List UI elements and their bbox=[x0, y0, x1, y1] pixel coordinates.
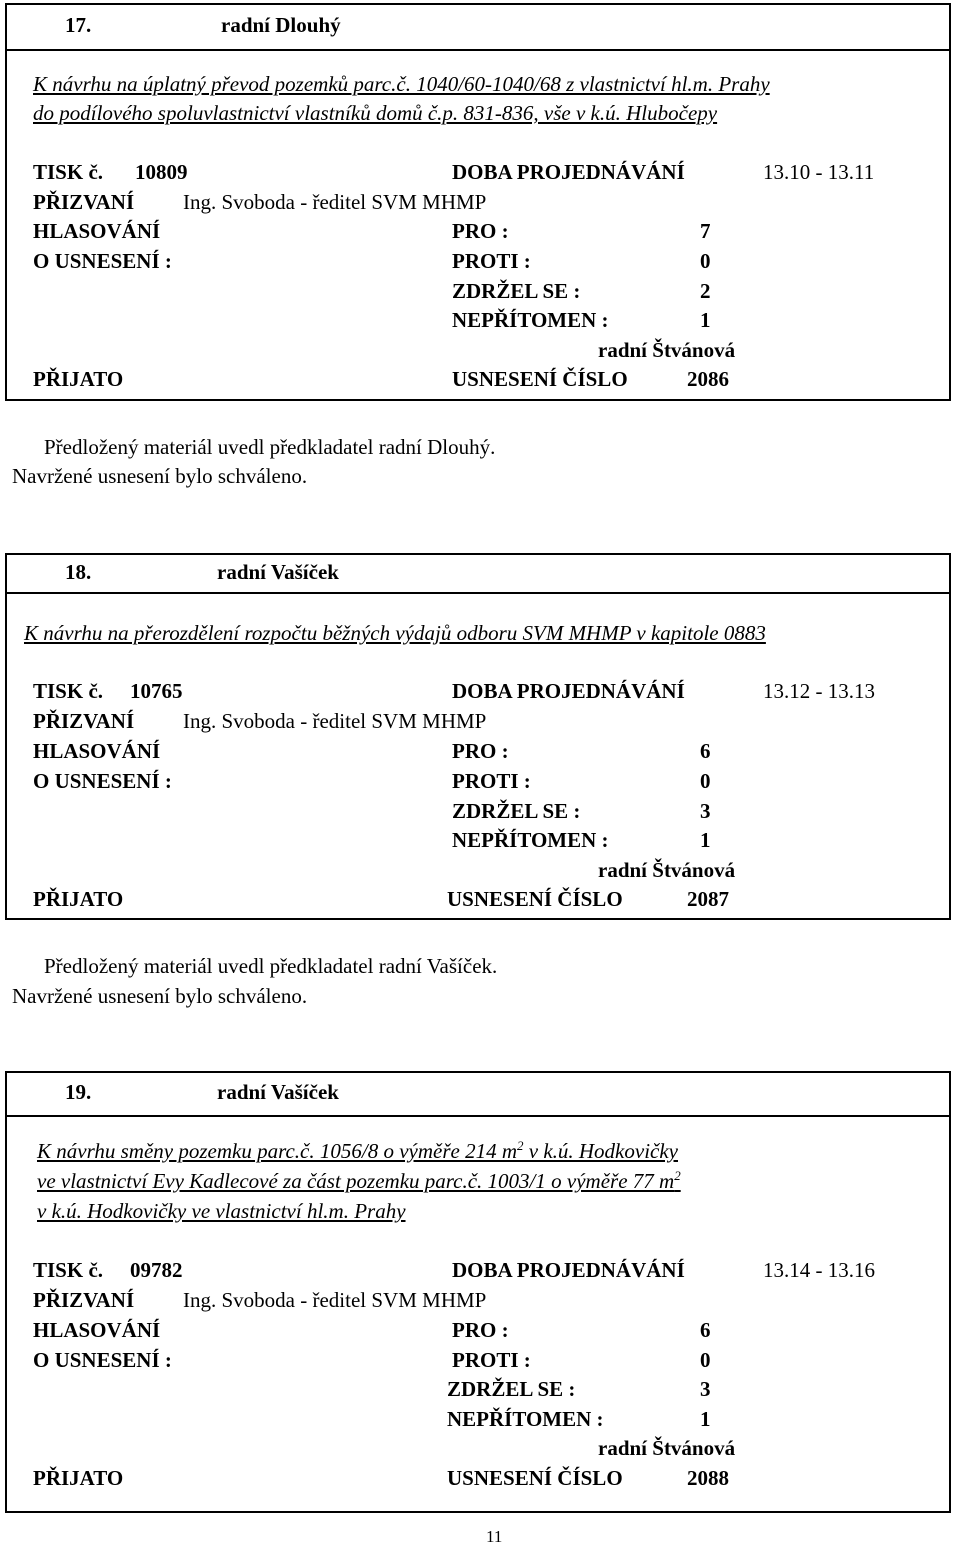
doba-label: DOBA PROJEDNÁVÁNÍ bbox=[452, 160, 685, 184]
absent-member: radní Štvánová bbox=[598, 338, 736, 362]
tisk-number: 10809 bbox=[135, 160, 188, 184]
prizvani-label: PŘIZVANÍ bbox=[33, 1288, 135, 1312]
usneseni-label: USNESENÍ ČÍSLO bbox=[452, 367, 628, 391]
doba-label: DOBA PROJEDNÁVÁNÍ bbox=[452, 679, 685, 703]
item-presenter: radní Dlouhý bbox=[221, 13, 341, 37]
zdrzel-count: 3 bbox=[700, 1377, 711, 1401]
zdrzel-count: 2 bbox=[700, 279, 711, 303]
note-presenter: Předložený materiál uvedl předkladatel radní Dlouhý. bbox=[44, 435, 496, 459]
subject-line: do podílového spoluvlastnictví vlastníků domů č.p. 831-836, vše v k.ú. Hlubočepy bbox=[33, 101, 718, 125]
proti-label: PROTI : bbox=[452, 769, 531, 793]
doba-value: 13.12 - 13.13 bbox=[763, 679, 875, 703]
subject-line: v k.ú. Hodkovičky ve vlastnictví hl.m. Prahy bbox=[37, 1199, 406, 1223]
prijato-label: PŘIJATO bbox=[33, 887, 124, 911]
agenda-item-17 bbox=[5, 3, 951, 401]
subject-line: K návrhu na úplatný převod pozemků parc.č. 1040/60-1040/68 z vlastnictví hl.m. Prahy bbox=[33, 72, 770, 96]
nepritomen-count: 1 bbox=[700, 1407, 711, 1431]
tisk-label: TISK č. bbox=[33, 160, 104, 184]
divider bbox=[7, 1115, 949, 1117]
pro-count: 6 bbox=[700, 739, 711, 763]
prizvani-value: Ing. Svoboda - ředitel SVM MHMP bbox=[183, 1288, 487, 1312]
hlasovani-label: HLASOVÁNÍ bbox=[33, 219, 161, 243]
nepritomen-count: 1 bbox=[700, 308, 711, 332]
item-presenter: radní Vašíček bbox=[217, 1080, 339, 1104]
usneseni-label: USNESENÍ ČÍSLO bbox=[447, 887, 623, 911]
page-number: 11 bbox=[486, 1527, 503, 1546]
prijato-label: PŘIJATO bbox=[33, 1466, 124, 1490]
doba-value: 13.10 - 13.11 bbox=[763, 160, 875, 184]
doba-label: DOBA PROJEDNÁVÁNÍ bbox=[452, 1258, 685, 1282]
subject-line: ve vlastnictví Evy Kadlecové za část pozemku parc.č. 1003/1 o výměře 77 $m^2$ bbox=[37, 1168, 681, 1193]
hlasovani-label: HLASOVÁNÍ bbox=[33, 739, 161, 763]
pro-label: PRO : bbox=[452, 1318, 509, 1342]
usneseni-label: USNESENÍ ČÍSLO bbox=[447, 1466, 623, 1490]
subject-line: K návrhu směny pozemku parc.č. 1056/8 o výměře 214 $m^2$ v k.ú. Hodkovičky bbox=[37, 1138, 678, 1163]
pro-count: 7 bbox=[700, 219, 711, 243]
zdrzel-label: ZDRŽEL SE : bbox=[447, 1377, 576, 1401]
zdrzel-label: ZDRŽEL SE : bbox=[452, 799, 581, 823]
proti-count: 0 bbox=[700, 769, 711, 793]
item-number: 18. bbox=[65, 560, 92, 584]
prizvani-value: Ing. Svoboda - ředitel SVM MHMP bbox=[183, 190, 487, 214]
agenda-item-18 bbox=[5, 553, 951, 920]
tisk-number: 09782 bbox=[130, 1258, 183, 1282]
pro-label: PRO : bbox=[452, 739, 509, 763]
proti-count: 0 bbox=[700, 249, 711, 273]
nepritomen-label: NEPŘÍTOMEN : bbox=[452, 308, 609, 332]
absent-member: radní Štvánová bbox=[598, 858, 736, 882]
proti-label: PROTI : bbox=[452, 249, 531, 273]
absent-member: radní Štvánová bbox=[598, 1436, 736, 1460]
pro-count: 6 bbox=[700, 1318, 711, 1342]
prizvani-label: PŘIZVANÍ bbox=[33, 190, 135, 214]
tisk-label: TISK č. bbox=[33, 679, 104, 703]
divider bbox=[7, 592, 949, 594]
divider bbox=[7, 49, 949, 51]
prijato-label: PŘIJATO bbox=[33, 367, 124, 391]
item-number: 17. bbox=[65, 13, 92, 37]
tisk-label: TISK č. bbox=[33, 1258, 104, 1282]
tisk-number: 10765 bbox=[130, 679, 183, 703]
agenda-item-19 bbox=[5, 1071, 951, 1513]
usneseni-number: 2086 bbox=[687, 367, 729, 391]
o-usneseni-label: O USNESENÍ : bbox=[33, 249, 172, 273]
proti-count: 0 bbox=[700, 1348, 711, 1372]
doba-value: 13.14 - 13.16 bbox=[763, 1258, 875, 1282]
note-result: Navržené usnesení bylo schváleno. bbox=[12, 984, 308, 1008]
nepritomen-label: NEPŘÍTOMEN : bbox=[452, 828, 609, 852]
note-presenter: Předložený materiál uvedl předkladatel radní Vašíček. bbox=[44, 954, 498, 978]
proti-label: PROTI : bbox=[452, 1348, 531, 1372]
nepritomen-count: 1 bbox=[700, 828, 711, 852]
o-usneseni-label: O USNESENÍ : bbox=[33, 769, 172, 793]
o-usneseni-label: O USNESENÍ : bbox=[33, 1348, 172, 1372]
note-result: Navržené usnesení bylo schváleno. bbox=[12, 464, 308, 488]
zdrzel-count: 3 bbox=[700, 799, 711, 823]
hlasovani-label: HLASOVÁNÍ bbox=[33, 1318, 161, 1342]
usneseni-number: 2087 bbox=[687, 887, 729, 911]
zdrzel-label: ZDRŽEL SE : bbox=[452, 279, 581, 303]
pro-label: PRO : bbox=[452, 219, 509, 243]
nepritomen-label: NEPŘÍTOMEN : bbox=[447, 1407, 604, 1431]
item-number: 19. bbox=[65, 1080, 92, 1104]
usneseni-number: 2088 bbox=[687, 1466, 729, 1490]
prizvani-label: PŘIZVANÍ bbox=[33, 709, 135, 733]
item-presenter: radní Vašíček bbox=[217, 560, 339, 584]
prizvani-value: Ing. Svoboda - ředitel SVM MHMP bbox=[183, 709, 487, 733]
subject-line: K návrhu na přerozdělení rozpočtu běžných výdajů odboru SVM MHMP v kapitole 0883 bbox=[24, 621, 766, 645]
